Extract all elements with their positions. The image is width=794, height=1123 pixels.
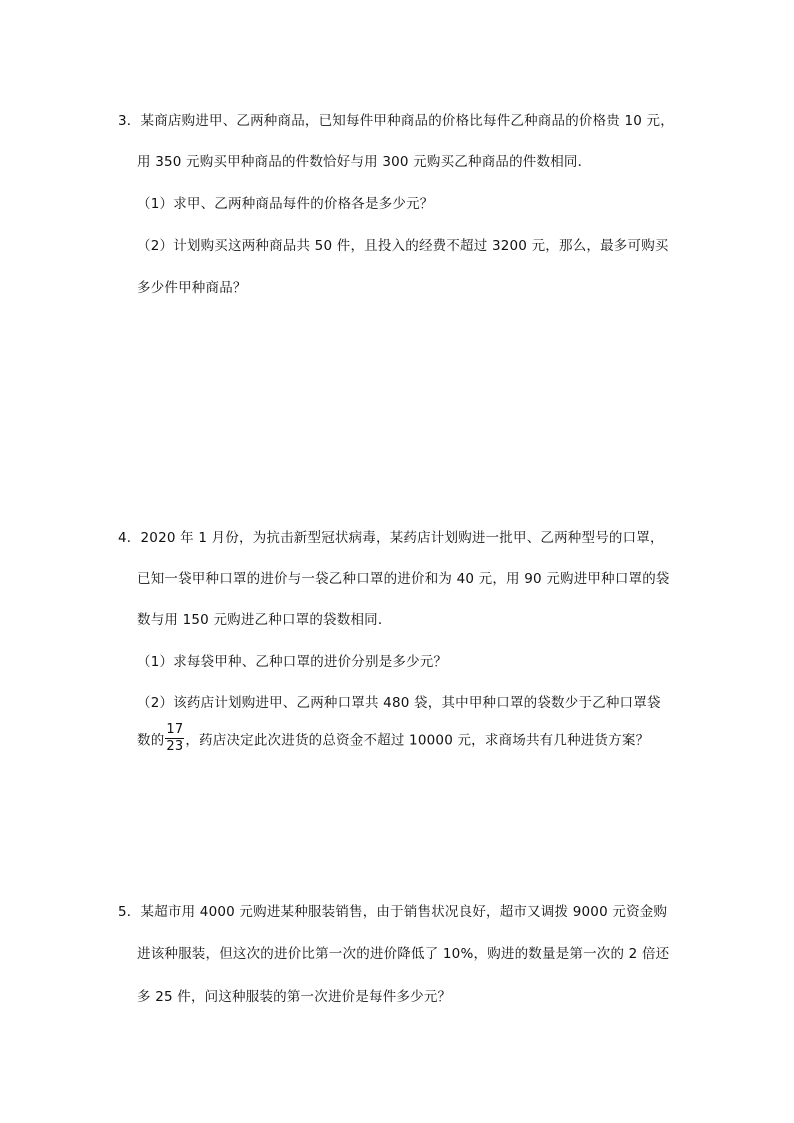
q4-line3: 数与用 150 元购进乙种口罩的袋数相同． (137, 612, 392, 628)
fraction-17-23 (165, 723, 184, 754)
q4-part2-line2-pre: 数的 (137, 732, 165, 749)
fraction-denominator: 23 (166, 739, 184, 754)
q4-part2-line2 (137, 723, 649, 754)
q4-part2-line1: （2）该药店计划购进甲、乙两种口罩共 480 袋，其中甲种口罩的袋数少于乙种口罩袋 (137, 695, 661, 711)
q3-part2-line1: （2）计划购买这两种商品共 50 件，且投入的经费不超过 3200 元，那么，最多可购买 (137, 238, 669, 254)
q5-line1: 5．某超市用 4000 元购进某种服装销售，由于销售状况良好，超市又调拨 9000 元资金购 (118, 904, 668, 920)
fraction-numerator: 17 (166, 722, 184, 737)
q5-line3: 多 25 件，问这种服装的第一次进价是每件多少元？ (137, 989, 452, 1005)
q3-part1: （1）求甲、乙两种商品每件的价格各是多少元？ (137, 196, 434, 212)
q3-line2: 用 350 元购买甲种商品的件数恰好与用 300 元购买乙种商品的件数相同． (137, 154, 592, 170)
q5-line2: 进该种服装，但这次的进价比第一次的进价降低了 10%，购进的数量是第一次的 2 倍还 (137, 946, 670, 962)
q4-line2: 已知一袋甲种口罩的进价与一袋乙种口罩的进价和为 40 元，用 90 元购进甲种口罩的袋 (137, 571, 670, 587)
q3-part2-line2: 多少件甲种商品？ (137, 280, 247, 296)
q3-line1: 3．某商店购进甲、乙两种商品，已知每件甲种商品的价格比每件乙种商品的价格贵 10 元， (118, 113, 674, 129)
q4-part2-line2-post: ，药店决定此次进货的总资金不超过 10000 元，求商场共有几种进货方案？ (185, 732, 650, 749)
q4-part1: （1）求每袋甲种、乙种口罩的进价分别是多少元？ (137, 654, 448, 670)
q4-line1: 4．2020 年 1 月份，为抗击新型冠状病毒，某药店计划购进一批甲、乙两种型号的口罩， (118, 530, 664, 546)
